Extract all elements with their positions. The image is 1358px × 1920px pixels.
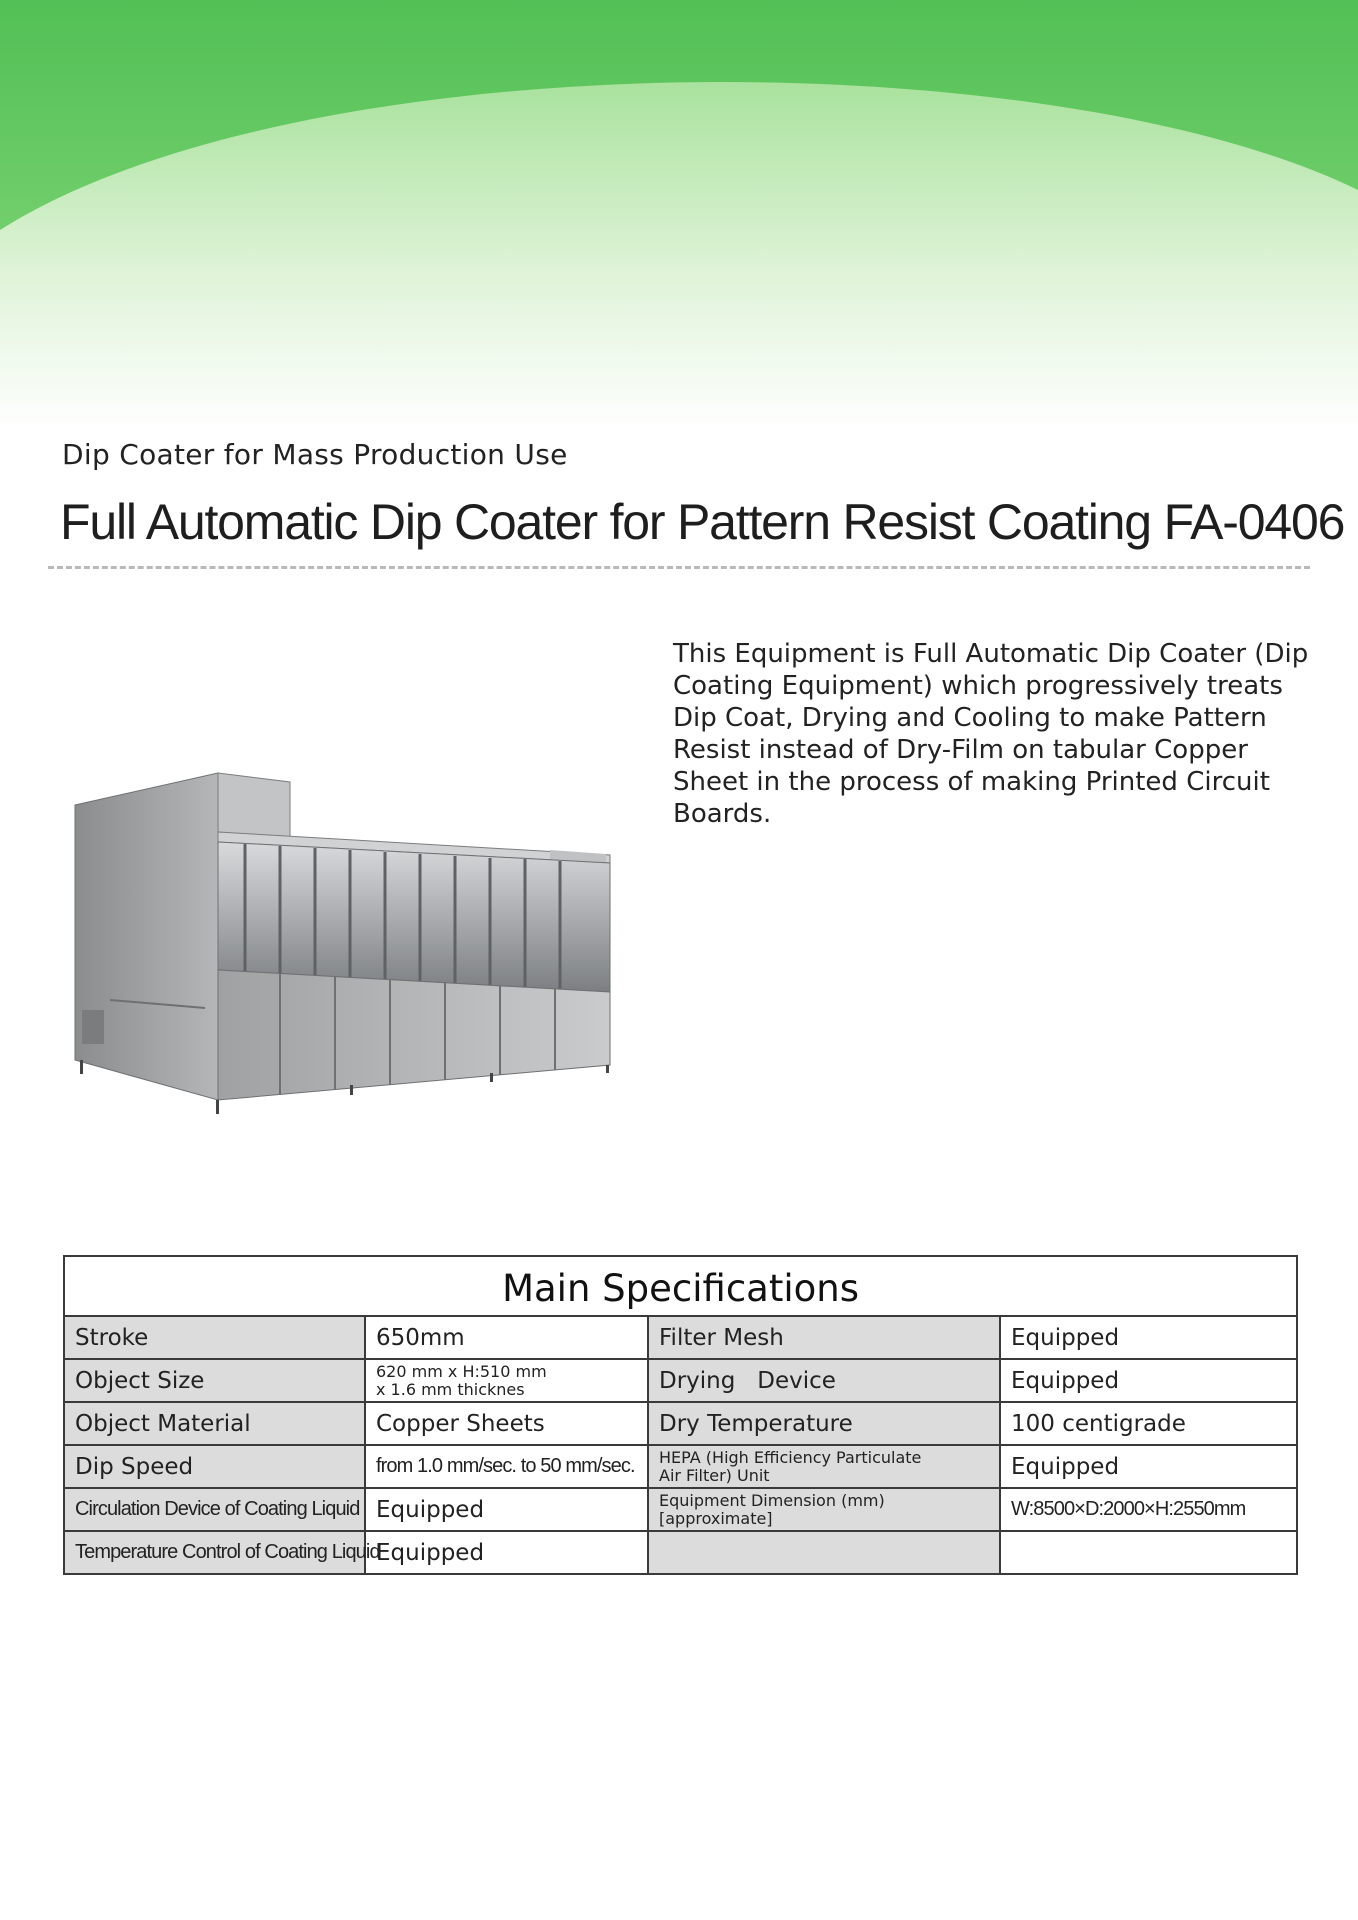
table-row [64,1445,1297,1488]
table-row [64,1402,1297,1445]
spec-value: Equipped [365,1531,648,1574]
page-subtitle: Dip Coater for Mass Production Use [62,438,568,471]
table-row [64,1488,1297,1531]
spec-value: Equipped [1000,1359,1297,1402]
table-row [64,1359,1297,1402]
spec-label: Filter Mesh [648,1316,1000,1359]
spec-label: Object Material [64,1402,365,1445]
spec-value: 650mm [365,1316,648,1359]
product-description: This Equipment is Full Automatic Dip Coater (Dip Coating Equipment) which progressively treats Dip Coat, Drying and Cooling to make Pattern Resist instead of Dry-Film on tabular Copper Sheet in the process of making Printed Circuit Boards. [673,639,1309,829]
spec-value: 100 centigrade [1000,1402,1297,1445]
table-row [64,1531,1297,1574]
table-row [64,1316,1297,1359]
dip-coater-machine-photo [70,760,620,1120]
spec-label: Temperature Control of Coating Liquid [64,1531,365,1574]
specs-heading: Main Specifications [64,1256,1297,1316]
spec-label: Dip Speed [64,1445,365,1488]
spec-label [648,1445,1000,1488]
spec-label: Dry Temperature [648,1402,1000,1445]
spec-value-empty [1000,1531,1297,1574]
spec-label-line: Equipment Dimension (mm) [659,1490,885,1510]
spec-label-empty [648,1531,1000,1574]
spec-label: Circulation Device of Coating Liquid [64,1488,365,1531]
spec-label-line: HEPA (High Efficiency Particulate [659,1447,922,1467]
spec-value: Equipped [1000,1445,1297,1488]
spec-label: Object Size [64,1359,365,1402]
spec-label-line: [approximate] [659,1508,773,1528]
dashed-divider [48,566,1310,569]
spec-value: W:8500×D:2000×H:2550mm [1000,1488,1297,1531]
spec-value-line: x 1.6 mm thicknes [376,1379,525,1399]
header-green-band [0,0,1358,430]
main-specifications-table [63,1255,1298,1575]
spec-label: Drying Device [648,1359,1000,1402]
page-title: Full Automatic Dip Coater for Pattern Resist Coating FA-0406 [60,494,1345,550]
spec-label-line: Air Filter) Unit [659,1465,770,1485]
spec-value-line: 620 mm x H:510 mm [376,1361,547,1381]
spec-value: Copper Sheets [365,1402,648,1445]
spec-value: Equipped [1000,1316,1297,1359]
spec-label: Stroke [64,1316,365,1359]
spec-value: from 1.0 mm/sec. to 50 mm/sec. [365,1445,648,1488]
spec-value: Equipped [365,1488,648,1531]
spec-value [365,1359,648,1402]
spec-label [648,1488,1000,1531]
